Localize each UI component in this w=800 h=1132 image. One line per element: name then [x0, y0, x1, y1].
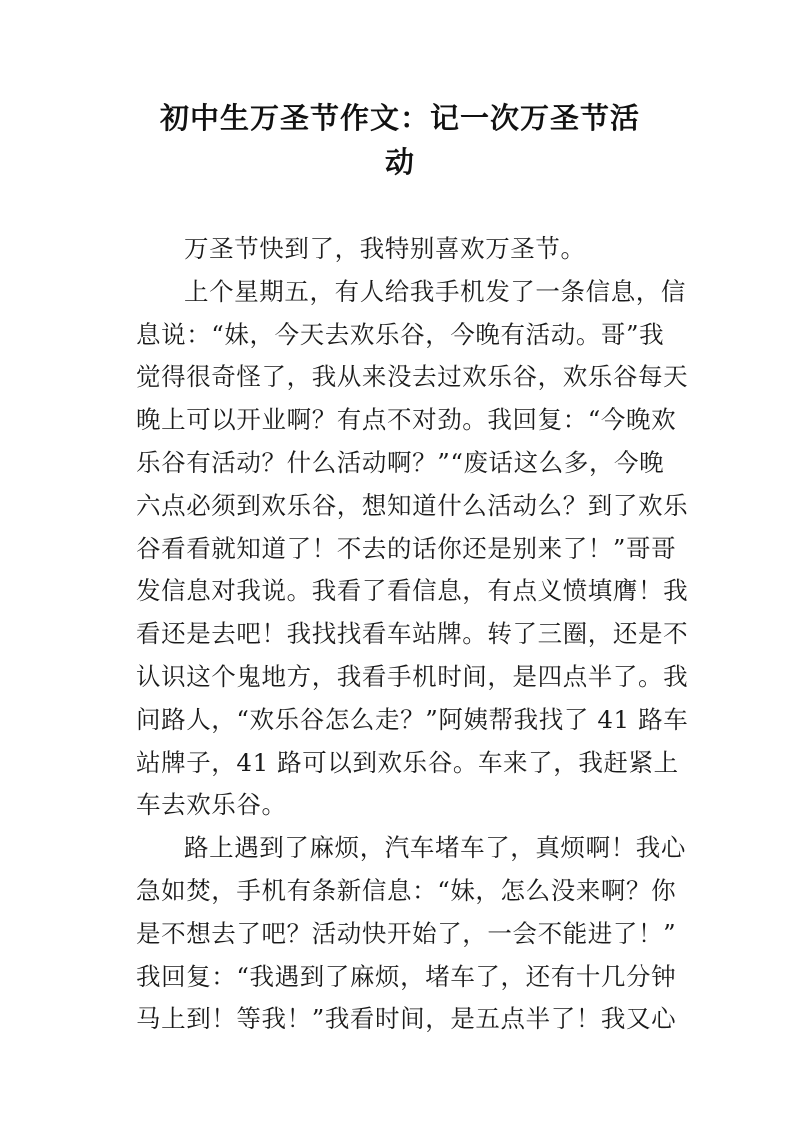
paragraph-line: 是不想去了吧？活动快开始了，一会不能进了！” — [136, 918, 677, 948]
paragraph-line: 马上到！等我！”我看时间，是五点半了！我又心 — [136, 1004, 677, 1034]
paragraph-line: 看还是去吧！我找找看车站牌。转了三圈，还是不 — [136, 619, 689, 649]
paragraph-line: 问路人，“欢乐谷怎么走？”阿姨帮我找了 41 路车 — [136, 704, 689, 734]
paragraph-line: 乐谷有活动？什么活动啊？”“废话这么多，今晚 — [136, 447, 665, 477]
paragraph-line: 路上遇到了麻烦，汽车堵车了，真烦啊！我心 — [184, 833, 686, 863]
title-line-1: 初中生万圣节作文：记一次万圣节活 — [159, 101, 640, 135]
paragraph-line: 谷看看就知道了！不去的话你还是别来了！”哥哥 — [136, 533, 677, 563]
paragraph-line: 我回复：“我遇到了麻烦，堵车了，还有十几分钟 — [136, 961, 677, 991]
paragraph-line: 晚上可以开业啊？有点不对劲。我回复：“今晚欢 — [136, 405, 677, 435]
paragraph-3 — [136, 827, 686, 1041]
document-body — [136, 228, 689, 1041]
paragraph-2 — [136, 271, 689, 827]
paragraph-line: 车去欢乐谷。 — [136, 790, 287, 820]
paragraph-line: 六点必须到欢乐谷，想知道什么活动么？到了欢乐 — [136, 490, 689, 520]
paragraph-line: 觉得很奇怪了，我从来没去过欢乐谷，欢乐谷每天 — [136, 362, 689, 392]
paragraph-line: 息说：“妹，今天去欢乐谷，今晚有活动。哥”我 — [136, 319, 665, 349]
paragraph-line: 万圣节快到了，我特别喜欢万圣节。 — [184, 234, 586, 263]
paragraph-1 — [136, 228, 676, 271]
paragraph-line: 急如焚，手机有条新信息：“妹，怎么没来啊？你 — [136, 875, 677, 905]
title-line-2: 动 — [384, 145, 415, 179]
paragraph-line: 发信息对我说。我看了看信息，有点义愤填膺！我 — [136, 576, 689, 606]
document-title — [110, 96, 690, 184]
paragraph-line: 认识这个鬼地方，我看手机时间，是四点半了。我 — [136, 661, 689, 691]
paragraph-line: 站牌子，41 路可以到欢乐谷。车来了，我赶紧上 — [136, 747, 679, 777]
paragraph-line: 上个星期五，有人给我手机发了一条信息，信 — [184, 276, 686, 306]
